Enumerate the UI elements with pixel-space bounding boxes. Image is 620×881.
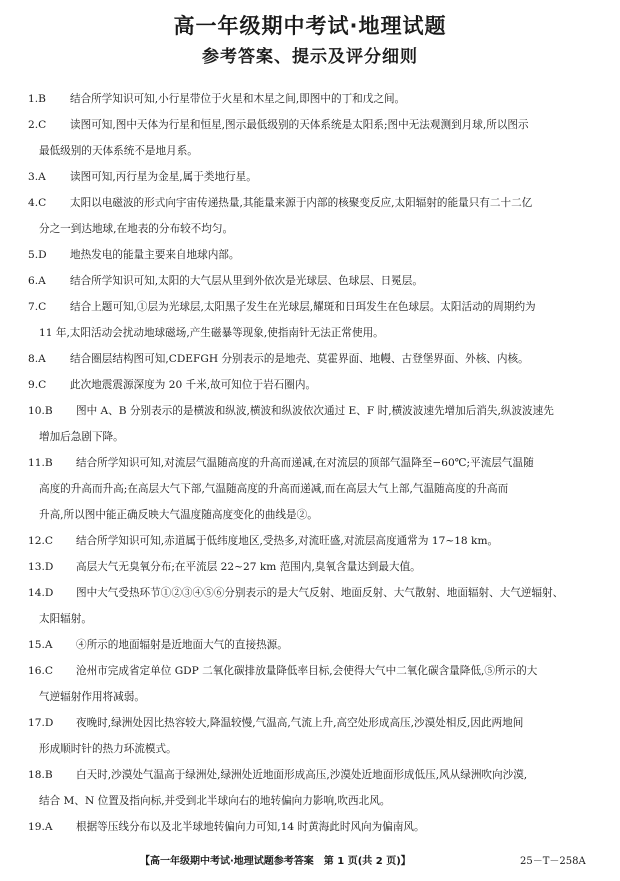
answer-text: 图中大气受热环节①②③④⑤⑥分别表示的是大气反射、地面反射、大气散射、地面辐射、大气逆辐射、 bbox=[76, 587, 564, 599]
answer-number: 17.D bbox=[28, 717, 54, 729]
answer-continuation-line bbox=[0, 424, 620, 450]
answer-first-line bbox=[0, 632, 620, 658]
answer-continuation-line bbox=[0, 788, 620, 814]
answer-text: 沧州市完成省定单位 GDP 二氧化碳排放量降低率目标,会使得大气中二氧化碳含量降低,⑤所示的大 bbox=[76, 665, 538, 677]
answer-number: 1.B bbox=[28, 93, 46, 105]
answer-item bbox=[0, 294, 620, 346]
answer-first-line bbox=[0, 86, 620, 112]
answer-item bbox=[0, 450, 620, 528]
answer-number: 4.C bbox=[28, 197, 47, 209]
answer-number: 5.D bbox=[28, 249, 47, 261]
answer-text: 根据等压线分布以及北半球地转偏向力可知,14 时黄海此时风向为偏南风。 bbox=[76, 821, 425, 833]
answer-text: 读图可知,图中天体为行星和恒星,图示最低级别的天体系统是太阳系;图中无法观测到月球,所以图示 bbox=[70, 119, 529, 131]
answer-item bbox=[0, 164, 620, 190]
answer-item bbox=[0, 632, 620, 658]
answer-text: 图中 A、B 分别表示的是横波和纵波,横波和纵波依次通过 E、F 时,横波波速先增加后消失,纵波波速先 bbox=[76, 405, 554, 417]
answer-text: 读图可知,丙行星为金星,属于类地行星。 bbox=[70, 171, 257, 183]
answer-first-line bbox=[0, 190, 620, 216]
answer-first-line bbox=[0, 814, 620, 840]
answer-item bbox=[0, 528, 620, 554]
answer-text: 太阳辐射。 bbox=[39, 613, 92, 625]
answer-number: 6.A bbox=[28, 275, 46, 287]
answer-text: ④所示的地面辐射是近地面大气的直接热源。 bbox=[76, 639, 288, 651]
answer-text: 高度的升高而升高;在高层大气下部,气温随高度的升高而递减,而在高层大气上部,气温随高度的升高而 bbox=[39, 483, 509, 495]
answer-number: 2.C bbox=[28, 119, 47, 131]
answer-list bbox=[0, 86, 620, 840]
answer-first-line bbox=[0, 710, 620, 736]
answer-item bbox=[0, 814, 620, 840]
answer-number: 7.C bbox=[28, 301, 47, 313]
answer-item bbox=[0, 710, 620, 762]
answer-text: 夜晚时,绿洲处因比热容较大,降温较慢,气温高,气流上升,高空处形成高压,沙漠处相反,因此两地间 bbox=[76, 717, 524, 729]
answer-text: 11 年,太阳活动会扰动地球磁场,产生磁暴等现象,使指南针无法正常使用。 bbox=[39, 327, 384, 339]
answer-first-line bbox=[0, 762, 620, 788]
answer-item bbox=[0, 268, 620, 294]
answer-item bbox=[0, 372, 620, 398]
answer-number: 9.C bbox=[28, 379, 47, 391]
answer-continuation-line bbox=[0, 138, 620, 164]
answer-item bbox=[0, 86, 620, 112]
answer-first-line bbox=[0, 554, 620, 580]
answer-first-line bbox=[0, 398, 620, 424]
page-footer bbox=[0, 852, 620, 870]
answer-first-line bbox=[0, 580, 620, 606]
page-subtitle: 参考答案、提示及评分细则 bbox=[202, 47, 418, 67]
answer-text: 结合所学知识可知,小行星带位于火星和木星之间,即图中的丁和戊之间。 bbox=[70, 93, 406, 105]
answer-text: 结合所学知识可知,对流层气温随高度的升高而递减,在对流层的顶部气温降至−60℃;平流层气温随 bbox=[76, 457, 534, 469]
answer-number: 12.C bbox=[28, 535, 53, 547]
answer-item bbox=[0, 112, 620, 164]
answer-text: 地热发电的能量主要来自地球内部。 bbox=[70, 249, 240, 261]
answer-text: 升高,所以图中能正确反映大气温度随高度变化的曲线是②。 bbox=[39, 509, 318, 521]
answer-first-line bbox=[0, 294, 620, 320]
answer-first-line bbox=[0, 164, 620, 190]
answer-text: 结合圈层结构图可知,CDEFGH 分别表示的是地壳、莫霍界面、地幔、古登堡界面、外核、内核。 bbox=[70, 353, 529, 365]
answer-item bbox=[0, 554, 620, 580]
answer-item bbox=[0, 190, 620, 242]
answer-text: 结合 M、N 位置及指向标,并受到北半球向右的地转偏向力影响,吹西北风。 bbox=[39, 795, 391, 807]
answer-number: 10.B bbox=[28, 405, 53, 417]
answer-number: 13.D bbox=[28, 561, 54, 573]
answer-number: 16.C bbox=[28, 665, 53, 677]
page-title: 高一年级期中考试·地理试题 bbox=[173, 14, 447, 38]
answer-continuation-line bbox=[0, 736, 620, 762]
answer-text: 太阳以电磁波的形式向宇宙传递热量,其能量来源于内部的核聚变反应,太阳辐射的能量只有二十二亿 bbox=[70, 197, 533, 209]
answer-continuation-line bbox=[0, 502, 620, 528]
answer-number: 19.A bbox=[28, 821, 53, 833]
answer-first-line bbox=[0, 450, 620, 476]
answer-first-line bbox=[0, 372, 620, 398]
answer-text: 此次地震震源深度为 20 千米,故可知位于岩石圈内。 bbox=[70, 379, 317, 391]
answer-continuation-line bbox=[0, 606, 620, 632]
answer-number: 15.A bbox=[28, 639, 53, 651]
answer-number: 8.A bbox=[28, 353, 46, 365]
answer-first-line bbox=[0, 242, 620, 268]
answer-text: 形成顺时针的热力环流模式。 bbox=[39, 743, 177, 755]
answer-text: 最低级别的天体系统不是地月系。 bbox=[39, 145, 198, 157]
answer-first-line bbox=[0, 658, 620, 684]
answer-text: 结合所学知识可知,赤道属于低纬度地区,受热多,对流旺盛,对流层高度通常为 17~18 km。 bbox=[76, 535, 499, 547]
answer-continuation-line bbox=[0, 320, 620, 346]
answer-first-line bbox=[0, 112, 620, 138]
answer-item bbox=[0, 346, 620, 372]
answer-item bbox=[0, 762, 620, 814]
answer-continuation-line bbox=[0, 476, 620, 502]
answer-item bbox=[0, 658, 620, 710]
answer-text: 结合所学知识可知,太阳的大气层从里到外依次是光球层、色球层、日冕层。 bbox=[70, 275, 423, 287]
answer-continuation-line bbox=[0, 684, 620, 710]
answer-text: 分之一到达地球,在地表的分布较不均匀。 bbox=[39, 223, 234, 235]
answer-number: 14.D bbox=[28, 587, 54, 599]
answer-number: 18.B bbox=[28, 769, 53, 781]
answer-first-line bbox=[0, 268, 620, 294]
answer-text: 增加后急剧下降。 bbox=[39, 431, 124, 443]
answer-text: 高层大气无臭氧分布;在平流层 22~27 km 范围内,臭氧含量达到最大值。 bbox=[76, 561, 421, 573]
answer-text: 结合上题可知,①层为光球层,太阳黑子发生在光球层,耀斑和日珥发生在色球层。太阳活动的周期约为 bbox=[70, 301, 536, 313]
document-code: 25－T－258A bbox=[520, 856, 586, 867]
answer-number: 3.A bbox=[28, 171, 46, 183]
answer-first-line bbox=[0, 528, 620, 554]
answer-item bbox=[0, 580, 620, 632]
answer-text: 气逆辐射作用将减弱。 bbox=[39, 691, 145, 703]
answer-number: 11.B bbox=[28, 457, 53, 469]
answer-item bbox=[0, 398, 620, 450]
answer-item bbox=[0, 242, 620, 268]
answer-first-line bbox=[0, 346, 620, 372]
footer-text: 【高一年级期中考试·地理试题参考答案 第 1 页(共 2 页)】 bbox=[140, 856, 411, 867]
answer-continuation-line bbox=[0, 216, 620, 242]
answer-text: 白天时,沙漠处气温高于绿洲处,绿洲处近地面形成高压,沙漠处近地面形成低压,风从绿洲吹向沙漠, bbox=[76, 769, 528, 781]
